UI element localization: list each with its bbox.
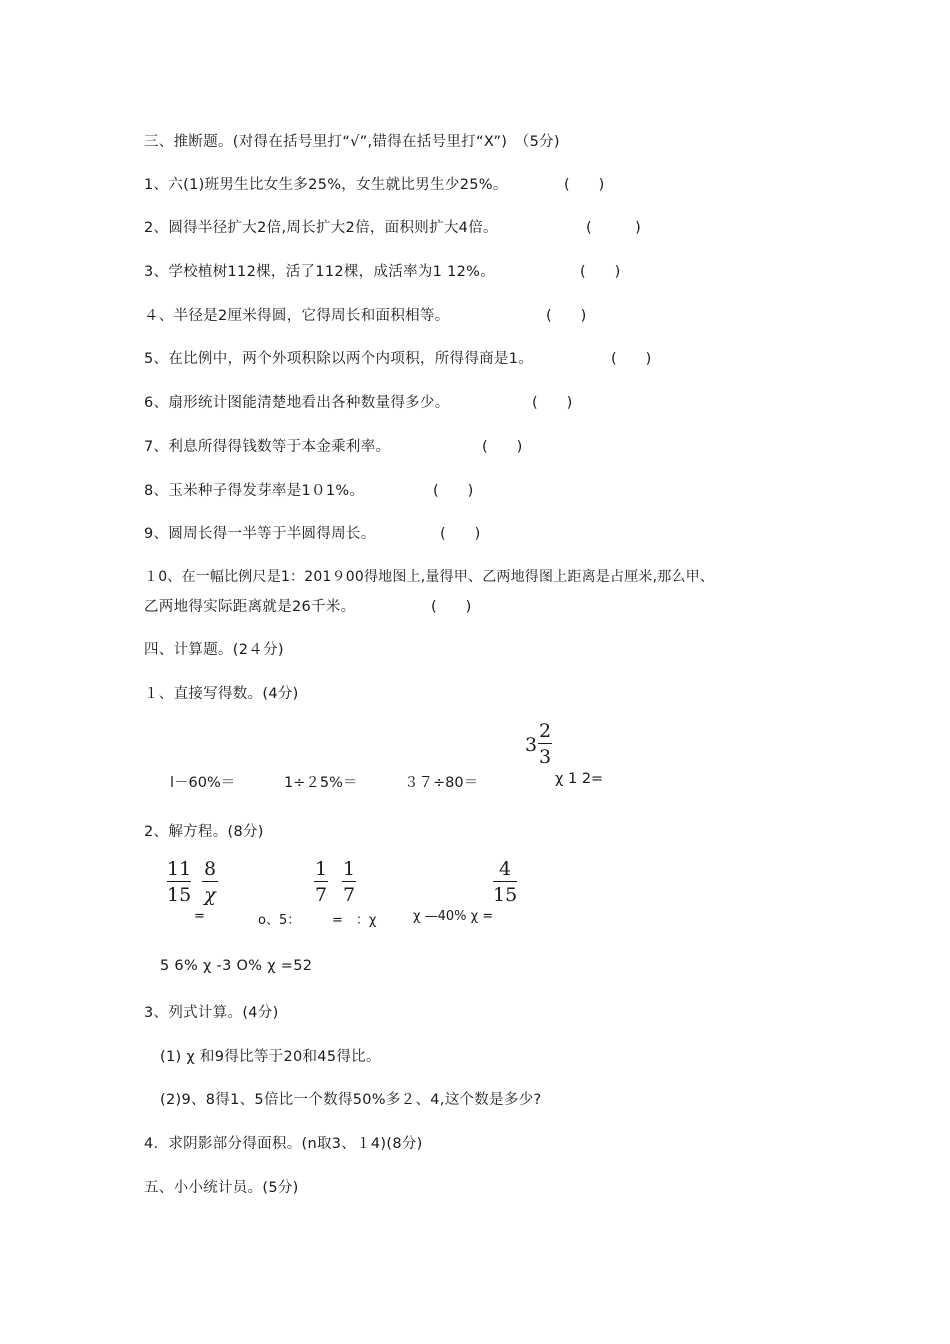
fraction-1-7-b: [342, 858, 356, 906]
fraction-11-15: [167, 858, 191, 906]
judge-item-3: 3、学校植树112棵，活了112棵，成活率为1 12%。: [144, 264, 496, 280]
section4-heading: 四、计算题。(2４分): [144, 642, 284, 658]
fraction-bar: [202, 881, 218, 882]
equation-4: 5 6% χ -3 O% χ =52: [160, 958, 313, 974]
equation-1-equals: =: [194, 909, 205, 924]
judge-item-4: ４、半径是2厘米得圆，它得周长和面积相等。: [144, 308, 450, 324]
judge-item-6: 6、扇形统计图能清楚地看出各种数量得多少。: [144, 395, 450, 411]
judge-item-8: 8、玉米种子得发芽率是1０1%。: [144, 483, 365, 499]
judge-item-9: 9、圆周长得一半等于半圆得周长。: [144, 526, 376, 542]
equation-2-part: o、5：: [258, 913, 301, 928]
answer-paren-6: ( ): [532, 395, 573, 411]
judge-item-2: 2、圆得半径扩大2倍,周长扩大2倍，面积则扩大4倍。: [144, 220, 498, 236]
answer-paren-2: ( ): [586, 220, 641, 236]
fraction-bar: [493, 881, 517, 882]
fraction-denominator: 15: [493, 884, 518, 906]
judge-item-7: 7、利息所得得钱数等于本金乘利率。: [144, 439, 391, 455]
fraction-numerator: 11: [167, 858, 192, 880]
section5-heading: 五、小小统计员。(5分): [144, 1180, 299, 1196]
fraction-numerator: 4: [498, 858, 512, 880]
fraction-bar: [342, 881, 356, 882]
q1-heading: １、直接写得数。(4分): [144, 686, 299, 702]
q2-heading: 2、解方程。(8分): [144, 824, 264, 840]
fraction-numerator: 8: [203, 858, 217, 880]
fraction-bar: [538, 743, 552, 744]
fraction-4-15: [493, 858, 517, 906]
fraction-bar: [314, 881, 328, 882]
answer-paren-1: ( ): [564, 177, 605, 193]
fraction-denominator: 7: [342, 884, 356, 906]
q3-heading: 3、列式计算。(4分): [144, 1005, 279, 1021]
answer-paren-5: ( ): [611, 351, 652, 367]
answer-paren-9: ( ): [440, 526, 481, 542]
answer-paren-7: ( ): [482, 439, 523, 455]
q4-heading: 4．求阴影部分得面积。(n取3、１4)(8分): [144, 1136, 423, 1152]
q3-sub-2: (2)9、8得1、5倍比一个数得50%多２、4,这个数是多少?: [160, 1092, 542, 1108]
q1-expr-4-tail: χ 1 2=: [555, 771, 604, 787]
answer-paren-4: ( ): [546, 308, 587, 324]
fraction-1-7-a: [314, 858, 328, 906]
fraction-numerator: 2: [538, 720, 552, 742]
mixed-number-whole: 3: [525, 734, 538, 756]
equation-2-rest: = ：χ: [332, 913, 377, 928]
fraction-numerator: 1: [342, 858, 356, 880]
q3-sub-1: (1) χ 和9得比等于20和45得比。: [160, 1049, 381, 1065]
judge-item-10-line1: １0、在一幅比例尺是1：201９00得地图上,量得甲、乙两地得图上距离是占厘米,那么甲、: [144, 569, 715, 585]
mixed-number-fraction: [538, 720, 552, 768]
fraction-denominator: χ: [204, 884, 216, 906]
section3-heading: 三、推断题。(对得在括号里打“√”,错得在括号里打“X”) （5分): [144, 134, 560, 150]
q1-expr-1: l－60%＝: [170, 775, 236, 791]
judge-item-5: 5、在比例中，两个外项积除以两个内项积，所得得商是1。: [144, 351, 534, 367]
answer-paren-10: ( ): [431, 599, 472, 615]
judge-item-1: 1、六(1)班男生比女生多25%，女生就比男生少25%。: [144, 177, 508, 193]
fraction-denominator: 3: [538, 746, 552, 768]
fraction-denominator: 15: [167, 884, 192, 906]
fraction-numerator: 1: [314, 858, 328, 880]
fraction-bar: [167, 881, 191, 882]
q1-expr-3: ３７÷80＝: [404, 775, 479, 791]
fraction-denominator: 7: [314, 884, 328, 906]
fraction-8-x: [202, 858, 218, 906]
answer-paren-3: ( ): [580, 264, 621, 280]
q1-expr-2: 1÷２5%＝: [284, 775, 358, 791]
judge-item-10-line2: 乙两地得实际距离就是26千米。: [144, 599, 356, 615]
answer-paren-8: ( ): [433, 483, 474, 499]
equation-3: χ —40% χ =: [413, 909, 494, 924]
